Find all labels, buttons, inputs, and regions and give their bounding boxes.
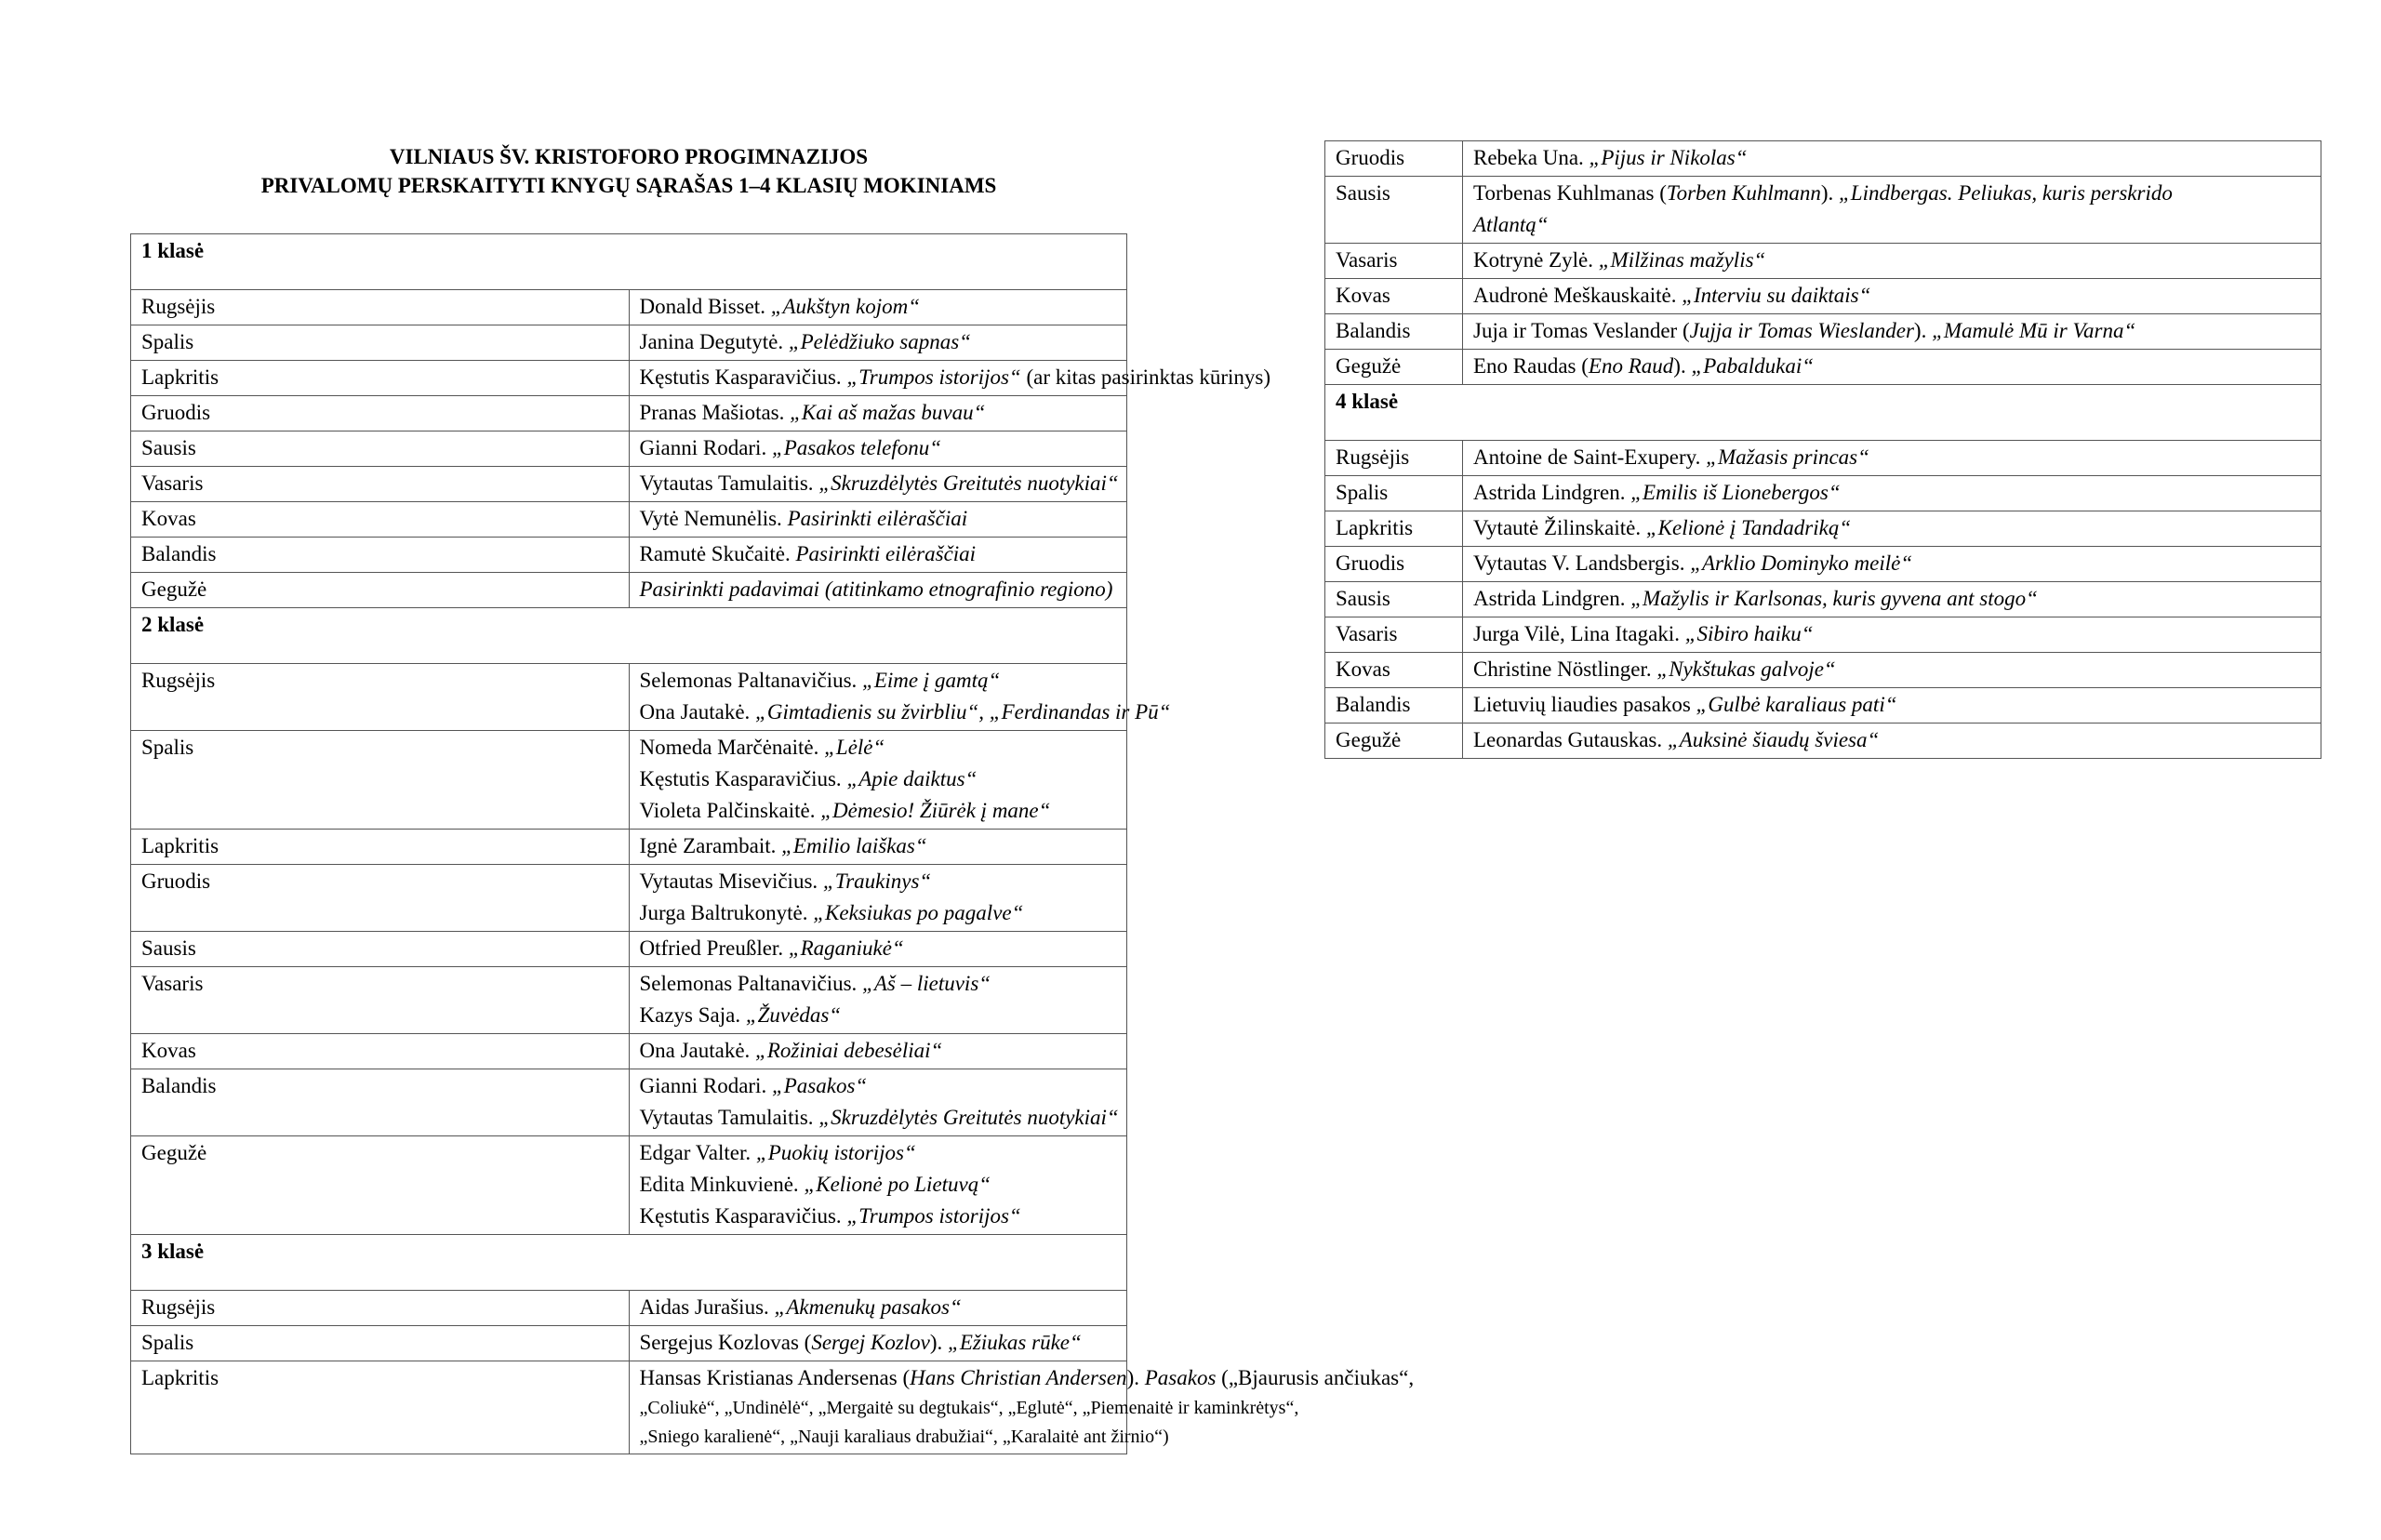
book-author: Juja ir Tomas Veslander ( xyxy=(1473,319,1690,342)
book-title: Sergej Kozlov xyxy=(811,1331,930,1354)
book-cell xyxy=(1463,476,2321,511)
class-heading: 1 klasė xyxy=(131,234,1127,290)
table-row xyxy=(1325,279,2321,314)
month-cell: Lapkritis xyxy=(131,361,630,396)
book-author: Ona Jautakė. xyxy=(639,700,756,724)
book-author: Torbenas Kuhlmanas ( xyxy=(1473,181,1667,205)
class-header-row xyxy=(1325,385,2321,441)
table-row xyxy=(1325,688,2321,724)
book-author: Pranas Mašiotas. xyxy=(639,401,791,424)
book-title: „Aukštyn kojom“ xyxy=(770,295,921,318)
month-cell: Lapkritis xyxy=(131,1361,630,1454)
book-entry xyxy=(1473,618,2311,650)
book-entry xyxy=(1473,245,2311,276)
class-header-row xyxy=(131,608,1127,664)
book-title: „Eime į gamtą“ xyxy=(862,669,1001,692)
book-author: Kęstutis Kasparavičius. xyxy=(639,767,847,790)
book-entry xyxy=(640,574,1118,605)
book-entry xyxy=(1473,548,2311,579)
book-cell xyxy=(629,1034,1127,1069)
month-cell: Gegužė xyxy=(131,1136,630,1235)
book-title: „Ežiukas rūke“ xyxy=(948,1331,1082,1354)
month-cell: Lapkritis xyxy=(131,830,630,865)
month-cell: Gegužė xyxy=(1325,350,1463,385)
book-title: „Kelionė po Lietuvą“ xyxy=(804,1173,991,1196)
book-author: Astrida Lindgren. xyxy=(1473,481,1631,504)
table-row xyxy=(131,865,1127,932)
book-title: „Mamulė Mū ir Varna“ xyxy=(1932,319,2136,342)
month-cell: Spalis xyxy=(131,731,630,830)
book-entry xyxy=(640,665,1118,697)
class-heading: 4 klasė xyxy=(1325,385,2321,441)
table-row xyxy=(1325,511,2321,547)
month-cell: Rugsėjis xyxy=(1325,441,1463,476)
book-author: Jurga Vilė, Lina Itagaki. xyxy=(1473,622,1685,645)
month-cell: Sausis xyxy=(1325,582,1463,617)
book-entry xyxy=(1473,724,2311,756)
book-title: „Raganiukė“ xyxy=(788,936,904,960)
book-title: „Milžinas mažylis“ xyxy=(1598,248,1766,272)
table-row xyxy=(1325,350,2321,385)
book-title: „Emilis iš Lionebergos“ xyxy=(1630,481,1841,504)
table-row xyxy=(1325,617,2321,653)
book-author: Otfried Preußler. xyxy=(639,936,789,960)
book-author: Kęstutis Kasparavičius. xyxy=(639,1204,847,1228)
title-line-1: VILNIAUS ŠV. KRISTOFORO PROGIMNAZIJOS xyxy=(389,145,869,168)
book-entry xyxy=(640,866,1118,897)
book-author: „Coliukė“, „Undinėlė“, „Mergaitė su degtukais“, „Eglutė“, „Piemenaitė ir kaminkrėtys“, xyxy=(639,1398,1299,1418)
book-author: Kazys Saja. xyxy=(639,1003,746,1027)
book-cell xyxy=(1463,582,2321,617)
month-cell: Vasaris xyxy=(1325,617,1463,653)
book-author: Selemonas Paltanavičius. xyxy=(639,669,863,692)
book-author: Gianni Rodari. xyxy=(639,436,772,459)
book-entry xyxy=(640,432,1118,464)
book-author: Lietuvių liaudies pasakos xyxy=(1473,693,1696,716)
book-entry xyxy=(640,1035,1118,1067)
book-entry xyxy=(640,830,1118,862)
book-cell xyxy=(629,361,1270,396)
book-title: „Trumpos istorijos“ xyxy=(846,1204,1021,1228)
month-cell: Lapkritis xyxy=(1325,511,1463,547)
book-cell xyxy=(629,1326,1127,1361)
book-entry xyxy=(640,1327,1118,1359)
book-entry xyxy=(640,732,1118,763)
table-row xyxy=(131,325,1127,361)
book-cell xyxy=(629,865,1127,932)
book-author: Donald Bisset. xyxy=(639,295,771,318)
table-row xyxy=(131,467,1127,502)
month-cell: Kovas xyxy=(1325,279,1463,314)
book-author: Audronė Meškauskaitė. xyxy=(1473,284,1683,307)
table-row xyxy=(131,1291,1127,1326)
book-entry xyxy=(640,795,1118,827)
class-header-row xyxy=(131,234,1127,290)
book-cell xyxy=(629,1361,1415,1454)
book-entry xyxy=(640,1102,1118,1134)
book-entry xyxy=(1473,351,2311,382)
table-row xyxy=(131,1326,1127,1361)
book-cell xyxy=(1463,441,2321,476)
book-entry xyxy=(1473,512,2311,544)
book-cell xyxy=(629,431,1127,467)
book-author: Ona Jautakė. xyxy=(639,1039,756,1062)
class-header-row xyxy=(131,1235,1127,1291)
book-entry xyxy=(640,326,1118,358)
month-cell: Gruodis xyxy=(131,865,630,932)
month-cell: Kovas xyxy=(1325,653,1463,688)
book-author: („Bjaurusis ančiukas“, xyxy=(1216,1366,1415,1389)
month-cell: Rugsėjis xyxy=(131,664,630,731)
book-cell xyxy=(629,538,1127,573)
book-entry xyxy=(1473,442,2311,473)
book-entry xyxy=(1473,689,2311,721)
book-author: Vytautas Tamulaitis. xyxy=(639,471,819,495)
book-entry xyxy=(1473,315,2311,347)
book-title: „Arklio Dominyko meilė“ xyxy=(1690,551,1913,575)
book-entry xyxy=(640,1137,1118,1169)
book-title: „Lindbergas. Peliukas, kuris perskrido xyxy=(1839,181,2173,205)
book-title: „Rožiniai debesėliai“ xyxy=(755,1039,943,1062)
table-row xyxy=(1325,314,2321,350)
book-cell xyxy=(1463,141,2321,177)
book-author: (ar kitas pasirinktas kūrinys) xyxy=(1020,365,1270,389)
book-entry xyxy=(639,362,1270,393)
book-author: Kęstutis Kasparavičius. xyxy=(639,365,847,389)
book-cell xyxy=(629,664,1171,731)
book-title: „Interviu su daiktais“ xyxy=(1682,284,1871,307)
book-author: Eno Raudas ( xyxy=(1473,354,1589,378)
month-cell: Sausis xyxy=(131,932,630,967)
book-cell xyxy=(1463,688,2321,724)
month-cell: Balandis xyxy=(131,538,630,573)
book-title: Jujja ir Tomas Wieslander xyxy=(1689,319,1914,342)
book-author: Hansas Kristianas Andersenas ( xyxy=(639,1366,911,1389)
book-entry xyxy=(640,538,1118,570)
table-row xyxy=(131,932,1127,967)
book-title: „Kai aš mažas buvau“ xyxy=(790,401,986,424)
table-row xyxy=(1325,724,2321,759)
book-author: Vytautas Misevičius. xyxy=(639,870,823,893)
book-author: Kotrynė Zylė. xyxy=(1473,248,1599,272)
book-cell xyxy=(1463,547,2321,582)
book-entry xyxy=(1473,209,2311,241)
table-row xyxy=(1325,476,2321,511)
month-cell: Spalis xyxy=(131,1326,630,1361)
book-author: Jurga Baltrukonytė. xyxy=(639,901,814,924)
book-cell xyxy=(629,731,1127,830)
book-title: „Apie daiktus“ xyxy=(846,767,978,790)
book-author: Leonardas Gutauskas. xyxy=(1473,728,1668,751)
book-entry xyxy=(640,503,1118,535)
book-title: „Dėmesio! Žiūrėk į mane“ xyxy=(820,799,1051,822)
month-cell: Vasaris xyxy=(1325,244,1463,279)
book-entry xyxy=(1473,178,2311,209)
book-author: Edita Minkuvienė. xyxy=(639,1173,805,1196)
book-author: Nomeda Marčėnaitė. xyxy=(639,736,825,759)
month-cell: Gegužė xyxy=(131,573,630,608)
book-title: „Skruzdėlytės Greitutės nuotykiai“ xyxy=(818,1106,1119,1129)
book-entry xyxy=(1473,477,2311,509)
book-entry xyxy=(1473,654,2311,685)
month-cell: Rugsėjis xyxy=(131,1291,630,1326)
book-title: „Mažasis princas“ xyxy=(1706,445,1869,469)
book-entry xyxy=(640,763,1118,795)
table-row xyxy=(1325,244,2321,279)
table-row xyxy=(131,361,1127,396)
book-entry xyxy=(1473,583,2311,615)
table-row xyxy=(131,290,1127,325)
book-author: Ignė Zarambait. xyxy=(639,834,782,857)
book-entry xyxy=(1473,280,2311,312)
book-cell xyxy=(1463,350,2321,385)
month-cell: Sausis xyxy=(131,431,630,467)
month-cell: Rugsėjis xyxy=(131,290,630,325)
book-title: „Trumpos istorijos“ xyxy=(846,365,1021,389)
book-title: „Traukinys“ xyxy=(822,870,932,893)
table-row xyxy=(131,1361,1127,1454)
book-title: „Emilio laiškas“ xyxy=(781,834,927,857)
book-author: ). xyxy=(1126,1366,1145,1389)
table-row xyxy=(131,967,1127,1034)
book-title: Eno Raud xyxy=(1588,354,1674,378)
book-title: „Pabaldukai“ xyxy=(1691,354,1815,378)
book-title: „Mažylis ir Karlsonas, kuris gyvena ant stogo“ xyxy=(1630,587,2038,610)
book-cell xyxy=(1463,653,2321,688)
book-title: „Auksinė šiaudų šviesa“ xyxy=(1667,728,1880,751)
book-author: Janina Degutytė. xyxy=(639,330,789,353)
month-cell: Balandis xyxy=(1325,314,1463,350)
table-row xyxy=(131,731,1127,830)
table-row xyxy=(131,431,1127,467)
month-cell: Gruodis xyxy=(131,396,630,431)
book-entry xyxy=(640,1201,1118,1232)
month-cell: Balandis xyxy=(1325,688,1463,724)
book-cell xyxy=(629,290,1127,325)
book-author: Gianni Rodari. xyxy=(639,1074,772,1097)
book-title: Torben Kuhlmann xyxy=(1666,181,1821,205)
book-cell xyxy=(629,467,1127,502)
book-cell xyxy=(629,502,1127,538)
table-row xyxy=(131,538,1127,573)
month-cell: Spalis xyxy=(1325,476,1463,511)
book-title: „Pelėdžiuko sapnas“ xyxy=(788,330,971,353)
month-cell: Gegužė xyxy=(1325,724,1463,759)
book-cell xyxy=(1463,177,2321,244)
book-title: Pasirinkti eilėraščiai xyxy=(787,507,968,530)
book-cell xyxy=(629,396,1127,431)
table-row xyxy=(131,396,1127,431)
book-cell xyxy=(1463,511,2321,547)
book-title: „Žuvėdas“ xyxy=(745,1003,842,1027)
book-author: ). xyxy=(1913,319,1933,342)
book-entry xyxy=(639,697,1171,728)
book-author: Aidas Jurašius. xyxy=(639,1295,775,1319)
book-entry xyxy=(640,968,1118,1000)
book-author: Rebeka Una. xyxy=(1473,146,1590,169)
book-author: ). xyxy=(1820,181,1839,205)
book-cell xyxy=(629,1291,1127,1326)
book-title: „Akmenukų pasakos“ xyxy=(774,1295,962,1319)
book-entry xyxy=(640,1070,1118,1102)
book-entry xyxy=(640,897,1118,929)
month-cell: Kovas xyxy=(131,502,630,538)
table-row xyxy=(131,573,1127,608)
month-cell: Kovas xyxy=(131,1034,630,1069)
reading-list-table-right xyxy=(1324,140,2321,759)
book-entry xyxy=(640,1000,1118,1031)
class-heading: 2 klasė xyxy=(131,608,1127,664)
book-cell xyxy=(629,967,1127,1034)
month-cell: Sausis xyxy=(1325,177,1463,244)
book-author: Astrida Lindgren. xyxy=(1473,587,1631,610)
book-author: Antoine de Saint-Exupery. xyxy=(1473,445,1707,469)
table-row xyxy=(131,1034,1127,1069)
book-entry xyxy=(639,1362,1415,1394)
book-cell xyxy=(1463,314,2321,350)
class-heading: 3 klasė xyxy=(131,1235,1127,1291)
book-entry xyxy=(640,291,1118,323)
book-author: ). xyxy=(929,1331,949,1354)
book-author: Selemonas Paltanavičius. xyxy=(639,972,863,995)
book-title: Hans Christian Andersen xyxy=(910,1366,1127,1389)
book-author: Sergejus Kozlovas ( xyxy=(639,1331,812,1354)
book-entry xyxy=(1473,142,2311,174)
book-cell xyxy=(629,1069,1127,1136)
book-author: Christine Nöstlinger. xyxy=(1473,657,1657,681)
table-row xyxy=(1325,547,2321,582)
book-title: Pasirinkti padavimai (atitinkamo etnografinio regiono) xyxy=(639,578,1113,601)
book-title: Atlantą“ xyxy=(1473,213,1549,236)
book-author: „Sniego karalienė“, „Nauji karaliaus drabužiai“, „Karalaitė ant žirnio“) xyxy=(639,1427,1169,1447)
month-cell: Vasaris xyxy=(131,467,630,502)
month-cell: Gruodis xyxy=(1325,141,1463,177)
book-entry xyxy=(640,397,1118,429)
table-row xyxy=(1325,177,2321,244)
table-row xyxy=(1325,441,2321,476)
document-title xyxy=(130,142,1127,200)
table-row xyxy=(1325,582,2321,617)
book-author: Vytė Nemunėlis. xyxy=(639,507,788,530)
book-title: „Kelionė į Tandadriką“ xyxy=(1645,516,1852,539)
book-author: Vytautas Tamulaitis. xyxy=(639,1106,819,1129)
book-entry xyxy=(639,1423,1169,1452)
book-entry xyxy=(639,1394,1299,1423)
book-author: ). xyxy=(1673,354,1692,378)
month-cell: Spalis xyxy=(131,325,630,361)
book-cell xyxy=(629,325,1127,361)
book-title: „Lėlė“ xyxy=(824,736,885,759)
book-entry xyxy=(640,1292,1118,1323)
table-row xyxy=(131,664,1127,731)
book-title: „Nykštukas galvoje“ xyxy=(1656,657,1836,681)
book-cell xyxy=(1463,617,2321,653)
book-author: Vytautė Žilinskaitė. xyxy=(1473,516,1646,539)
book-title: Pasirinkti eilėraščiai xyxy=(795,542,977,565)
table-row xyxy=(131,830,1127,865)
book-cell xyxy=(629,830,1127,865)
book-title: „Gimtadienis su žvirbliu“, „Ferdinandas ir Pū“ xyxy=(755,700,1171,724)
book-cell xyxy=(629,932,1127,967)
book-title: Pasakos xyxy=(1144,1366,1217,1389)
book-entry xyxy=(640,933,1118,964)
book-cell xyxy=(1463,244,2321,279)
book-cell xyxy=(1463,724,2321,759)
book-author: Edgar Valter. xyxy=(639,1141,756,1164)
table-row xyxy=(131,1136,1127,1235)
table-row xyxy=(1325,141,2321,177)
table-row xyxy=(131,1069,1127,1136)
table-row xyxy=(131,502,1127,538)
book-entry xyxy=(640,468,1118,499)
book-title: „Sibiro haiku“ xyxy=(1684,622,1814,645)
book-cell xyxy=(629,573,1127,608)
book-title: „Pasakos telefonu“ xyxy=(771,436,942,459)
book-entry xyxy=(640,1169,1118,1201)
book-title: „Pijus ir Nikolas“ xyxy=(1589,146,1748,169)
book-title: „Pasakos“ xyxy=(771,1074,868,1097)
table-row xyxy=(1325,653,2321,688)
book-cell xyxy=(629,1136,1127,1235)
book-title: „Skruzdėlytės Greitutės nuotykiai“ xyxy=(818,471,1119,495)
book-author: Vytautas V. Landsbergis. xyxy=(1473,551,1691,575)
month-cell: Balandis xyxy=(131,1069,630,1136)
book-author: Ramutė Skučaitė. xyxy=(639,542,796,565)
book-title: „Aš – lietuvis“ xyxy=(862,972,991,995)
month-cell: Gruodis xyxy=(1325,547,1463,582)
title-line-2: PRIVALOMŲ PERSKAITYTI KNYGŲ SĄRAŠAS 1–4 KLASIŲ MOKINIAMS xyxy=(260,174,997,197)
book-title: „Puokių istorijos“ xyxy=(755,1141,916,1164)
month-cell: Vasaris xyxy=(131,967,630,1034)
book-cell xyxy=(1463,279,2321,314)
book-title: „Gulbė karaliaus pati“ xyxy=(1696,693,1897,716)
book-author: Violeta Palčinskaitė. xyxy=(639,799,821,822)
book-title: „Keksiukas po pagalve“ xyxy=(813,901,1024,924)
